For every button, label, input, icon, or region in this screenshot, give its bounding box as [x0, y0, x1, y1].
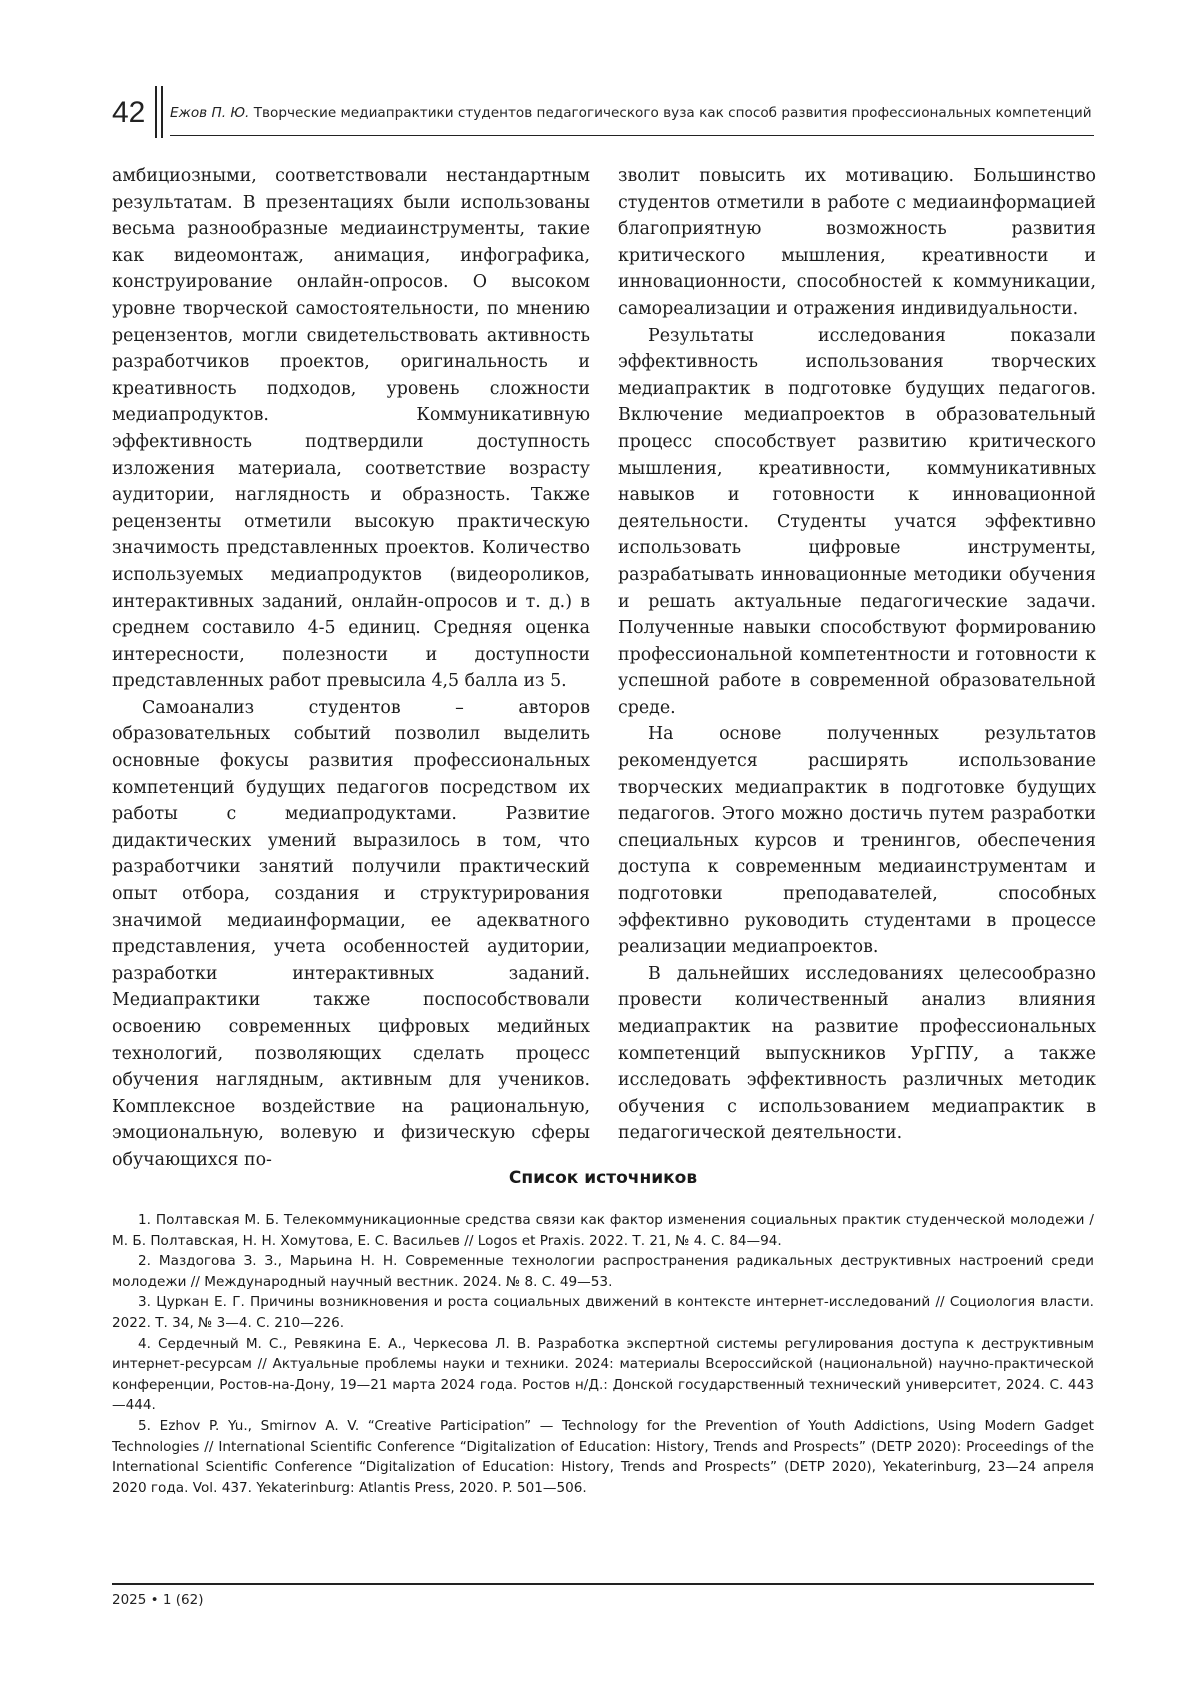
header-rule [170, 135, 1094, 136]
reference-item: 1. Полтавская М. Б. Телекоммуникационные средства связи как фактор изменения социальных практик студенческой молодежи / М. Б. Полтавская, Н. Н. Хомутова, Е. С. Васильев // Logos et Praxis. 2022. Т. 21, № 4. С. 84—94. [112, 1212, 1094, 1249]
reference-item: 5. Ezhov P. Yu., Smirnov A. V. “Creative Participation” — Technology for the Prevention of Youth Addictions, Using Modern Gadget Technologies // International Scientific Conference “Digitalization of Education: History, Trends and Prospects” (DETP 2020): Proceedings of the International Scientific Conference “Digitalization of Education: History, Trends and Prospects” (DETP 2020), Yekaterinburg, 23—24 апреля 2020 года. Vol. 437. Yekaterinburg: Atlantis Press, 2020. P. 501—506. [112, 1417, 1094, 1496]
header-divider [155, 86, 157, 138]
header-article-title: Творческие медиапрактики студентов педагогического вуза как способ развития профессиональных компетенций [253, 105, 1092, 121]
header-divider [161, 86, 163, 138]
header-author: Ежов П. Ю. [170, 105, 250, 121]
running-header [112, 86, 1094, 148]
footer-rule [112, 1583, 1094, 1585]
paragraph: зволит повысить их мотивацию. Большинство студентов отметили в работе с медиаинформацией благоприятную возможность развития критического мышления, креативности и инновационности, способностей к коммуникации, самореализации и отражения индивидуальности. [618, 166, 1096, 319]
paragraph: амбициозными, соответствовали нестандартным результатам. В презентациях были использованы весьма разнообразные медиаинструменты, такие как видеомонтаж, анимация, инфографика, конструирование онлайн-опросов. О высоком уровне творческой самостоятельности, по мнению рецензентов, могли свидетельствовать активность разработчиков проектов, оригинальность и креативность подходов, уровень сложности медиапродуктов. Коммуникативную эффективность подтвердили доступность изложения материала, соответствие возрасту аудитории, наглядность и образность. Также рецензенты отметили высокую практическую значимость представленных проектов. Количество используемых медиапродуктов (видеороликов, интерактивных заданий, онлайн-опросов и т. д.) в среднем составило 4-5 единиц. Средняя оценка интересности, полезности и доступности представленных работ превысила 4,5 балла из 5. [112, 166, 590, 692]
reference-item: 3. Цуркан Е. Г. Причины возникновения и роста социальных движений в контексте интернет-исследований // Социология власти. 2022. Т. 34, № 3—4. С. 210—226. [112, 1294, 1094, 1331]
references-heading: Список источников [508, 1168, 698, 1188]
paragraph: Результаты исследования показали эффективность использования творческих медиапрактик в подготовке будущих педагогов. Включение медиапроектов в образовательный процесс способствует развитию критического мышления, креативности, коммуникативных навыков и готовности к инновационной деятельности. Студенты учатся эффективно использовать цифровые инструменты, разрабатывать инновационные методики обучения и решать актуальные педагогические задачи. Полученные навыки способствуют формированию профессиональной компетентности и готовности к успешной работе в современной образовательной среде. [618, 325, 1096, 718]
left-column [112, 163, 590, 1174]
paragraph: На основе полученных результатов рекомендуется расширять использование творческих медиапрактик в подготовке будущих педагогов. Этого можно достичь путем разработки специальных курсов и тренингов, обеспечения доступа к современным медиаинструментам и подготовки преподавателей, способных эффективно руководить студентами в процессе реализации медиапроектов. [618, 724, 1096, 958]
reference-item: 2. Маздогова З. З., Марьина Н. Н. Современные технологии распространения радикальных деструктивных настроений среди молодежи // Международный научный вестник. 2024. № 8. С. 49—53. [112, 1253, 1094, 1290]
paragraph: Самоанализ студентов – авторов образовательных событий позволил выделить основные фокусы развития профессиональных компетенций будущих педагогов посредством их работы с медиапродуктами. Развитие дидактических умений выразилось в том, что разработчики занятий получили практический опыт отбора, создания и структурирования значимой медиаинформации, ее адекватного представления, учета особенностей аудитории, разработки интерактивных заданий. Медиапрактики также поспособствовали освоению современных цифровых медийных технологий, позволяющих сделать процесс обучения наглядным, активным для учеников. Комплексное воздействие на рациональную, эмоциональную, волевую и физическую сферы обучающихся по- [112, 697, 590, 1170]
references-list [112, 1210, 1094, 1498]
right-column [618, 163, 1096, 1147]
reference-item: 4. Сердечный М. С., Ревякина Е. А., Черкесова Л. В. Разработка экспертной системы регулирования доступа к деструктивным интернет-ресурсам // Актуальные проблемы науки и техники. 2024: материалы Всероссийской (национальной) научно-практической конференции, Ростов-на-Дону, 19—21 марта 2024 года. Ростов н/Д.: Донской государственный технический университет, 2024. С. 443—444. [112, 1335, 1094, 1414]
paragraph: В дальнейших исследованиях целесообразно провести количественный анализ влияния медиапрактик на развитие профессиональных компетенций выпускников УрГПУ, а также исследовать эффективность различных методик обучения с использованием медиапрактик в педагогической деятельности. [618, 963, 1096, 1144]
issue-info: 2025 • 1 (62) [112, 1592, 204, 1608]
header-title [170, 103, 1092, 123]
page-number: 42 [112, 96, 146, 129]
